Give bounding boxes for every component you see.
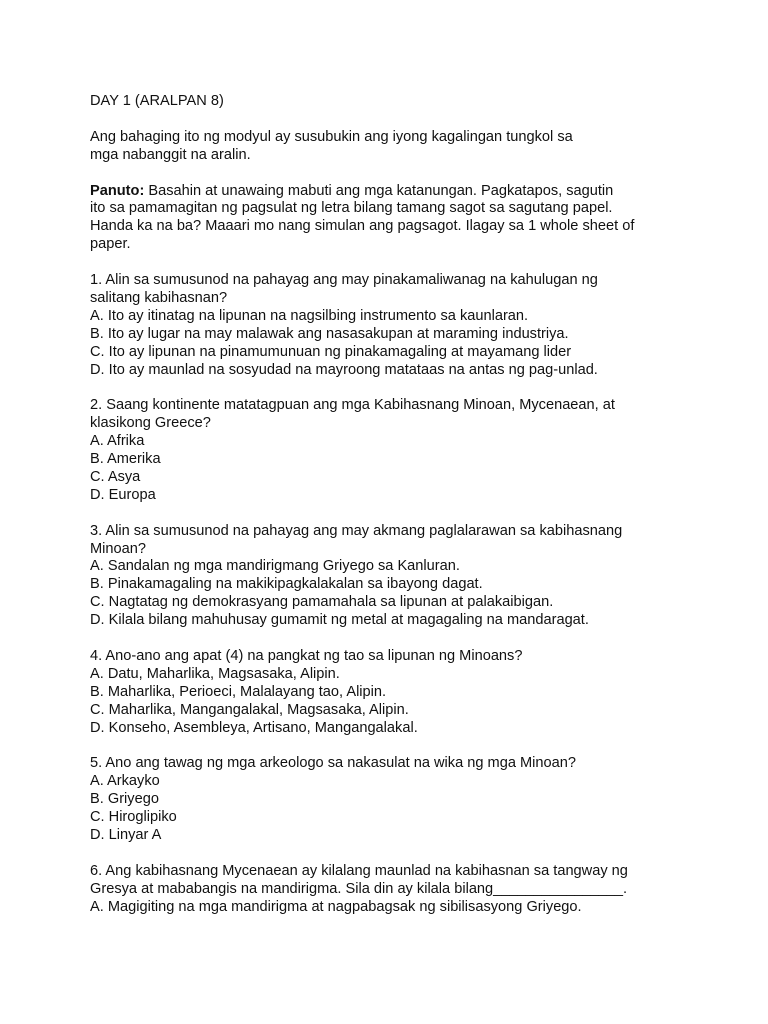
question-text: 2. Saang kontinente matatagpuan ang mga Kabihasnang Minoan, Mycenaean, at [90, 397, 615, 414]
choice-a: A. Afrika [90, 433, 145, 450]
choice-b: B. Maharlika, Perioeci, Malalayang tao, Alipin. [90, 683, 387, 700]
choice-d: D. Kilala bilang mahuhusay gumamit ng metal at magagaling na mandaragat. [90, 612, 589, 629]
choice-c: C. Hiroglipiko [90, 809, 177, 826]
question-3 [90, 523, 730, 630]
choice-a: A. Magigiting na mga mandirigma at nagpabagsak ng sibilisasyong Griyego. [90, 898, 582, 915]
instructions-label: Panuto: [90, 182, 145, 199]
choice-d: D. Europa [90, 486, 156, 503]
question-text: 5. Ano ang tawag ng mga arkeologo sa nakasulat na wika ng mga Minoan? [90, 755, 576, 772]
choice-a: A. Datu, Maharlika, Magsasaka, Alipin. [90, 665, 340, 682]
question-6 [90, 863, 730, 917]
instructions-text: Basahin at unawaing mabuti ang mga katanungan. Pagkatapos, sagutin [144, 182, 614, 199]
worksheet-page [90, 93, 730, 934]
instructions-line: Handa ka na ba? Maaari mo nang simulan ang pagsagot. Ilagay sa 1 whole sheet of [90, 218, 635, 235]
choice-a: A. Ito ay itinatag na lipunan na nagsilbing instrumento sa kaunlaran. [90, 307, 529, 324]
question-text: 6. Ang kabihasnang Mycenaean ay kilalang maunlad na kabihasnan sa tangway ng [90, 862, 628, 879]
day-title: DAY 1 (ARALPAN 8) [90, 93, 224, 109]
choice-b: B. Ito ay lugar na may malawak ang nasasakupan at maraming industriya. [90, 325, 569, 342]
choice-a: A. Sandalan ng mga mandirigmang Griyego sa Kanluran. [90, 558, 460, 575]
question-text: 1. Alin sa sumusunod na pahayag ang may pinakamaliwanag na kahulugan ng [90, 272, 598, 289]
intro-line: mga nabanggit na aralin. [90, 146, 251, 163]
instructions-line: ito sa pamamagitan ng pagsulat ng letra bilang tamang sagot sa sagutang papel. [90, 200, 613, 217]
choice-c: C. Nagtatag ng demokrasyang pamamahala sa lipunan at palakaibigan. [90, 594, 554, 611]
intro-paragraph [90, 129, 730, 165]
intro-line: Ang bahaging ito ng modyul ay susubukin ang iyong kagalingan tungkol sa [90, 128, 573, 145]
choice-b: B. Pinakamagaling na makikipagkalakalan sa ibayong dagat. [90, 576, 483, 593]
choice-b: B. Griyego [90, 791, 159, 808]
day-title-block [90, 93, 730, 111]
choice-d: D. Konseho, Asembleya, Artisano, Mangangalakal. [90, 719, 418, 736]
question-4 [90, 648, 730, 738]
choice-c: C. Maharlika, Mangangalakal, Magsasaka, Alipin. [90, 701, 409, 718]
question-text: 4. Ano-ano ang apat (4) na pangkat ng tao sa lipunan ng Minoans? [90, 648, 523, 664]
choice-d: D. Ito ay maunlad na sosyudad na mayroong matataas na antas ng pag-unlad. [90, 361, 598, 378]
instructions-line [90, 183, 730, 201]
instructions-paragraph [90, 183, 730, 255]
question-text: salitang kabihasnan? [90, 289, 228, 306]
question-1 [90, 272, 730, 379]
choice-c: C. Asya [90, 468, 141, 485]
question-5 [90, 755, 730, 845]
instructions-line: paper. [90, 236, 131, 253]
question-text: klasikong Greece? [90, 415, 211, 432]
choice-d: D. Linyar A [90, 827, 162, 844]
choice-b: B. Amerika [90, 451, 161, 468]
question-2 [90, 397, 730, 504]
choice-a: A. Arkayko [90, 773, 160, 790]
choice-c: C. Ito ay lipunan na pinamumunuan ng pinakamagaling at mayamang lider [90, 343, 572, 360]
question-text: Minoan? [90, 540, 146, 557]
question-text: Gresya at mababangis na mandirigma. Sila din ay kilala bilang________________. [90, 880, 628, 897]
question-text: 3. Alin sa sumusunod na pahayag ang may akmang paglalarawan sa kabihasnang [90, 522, 623, 539]
